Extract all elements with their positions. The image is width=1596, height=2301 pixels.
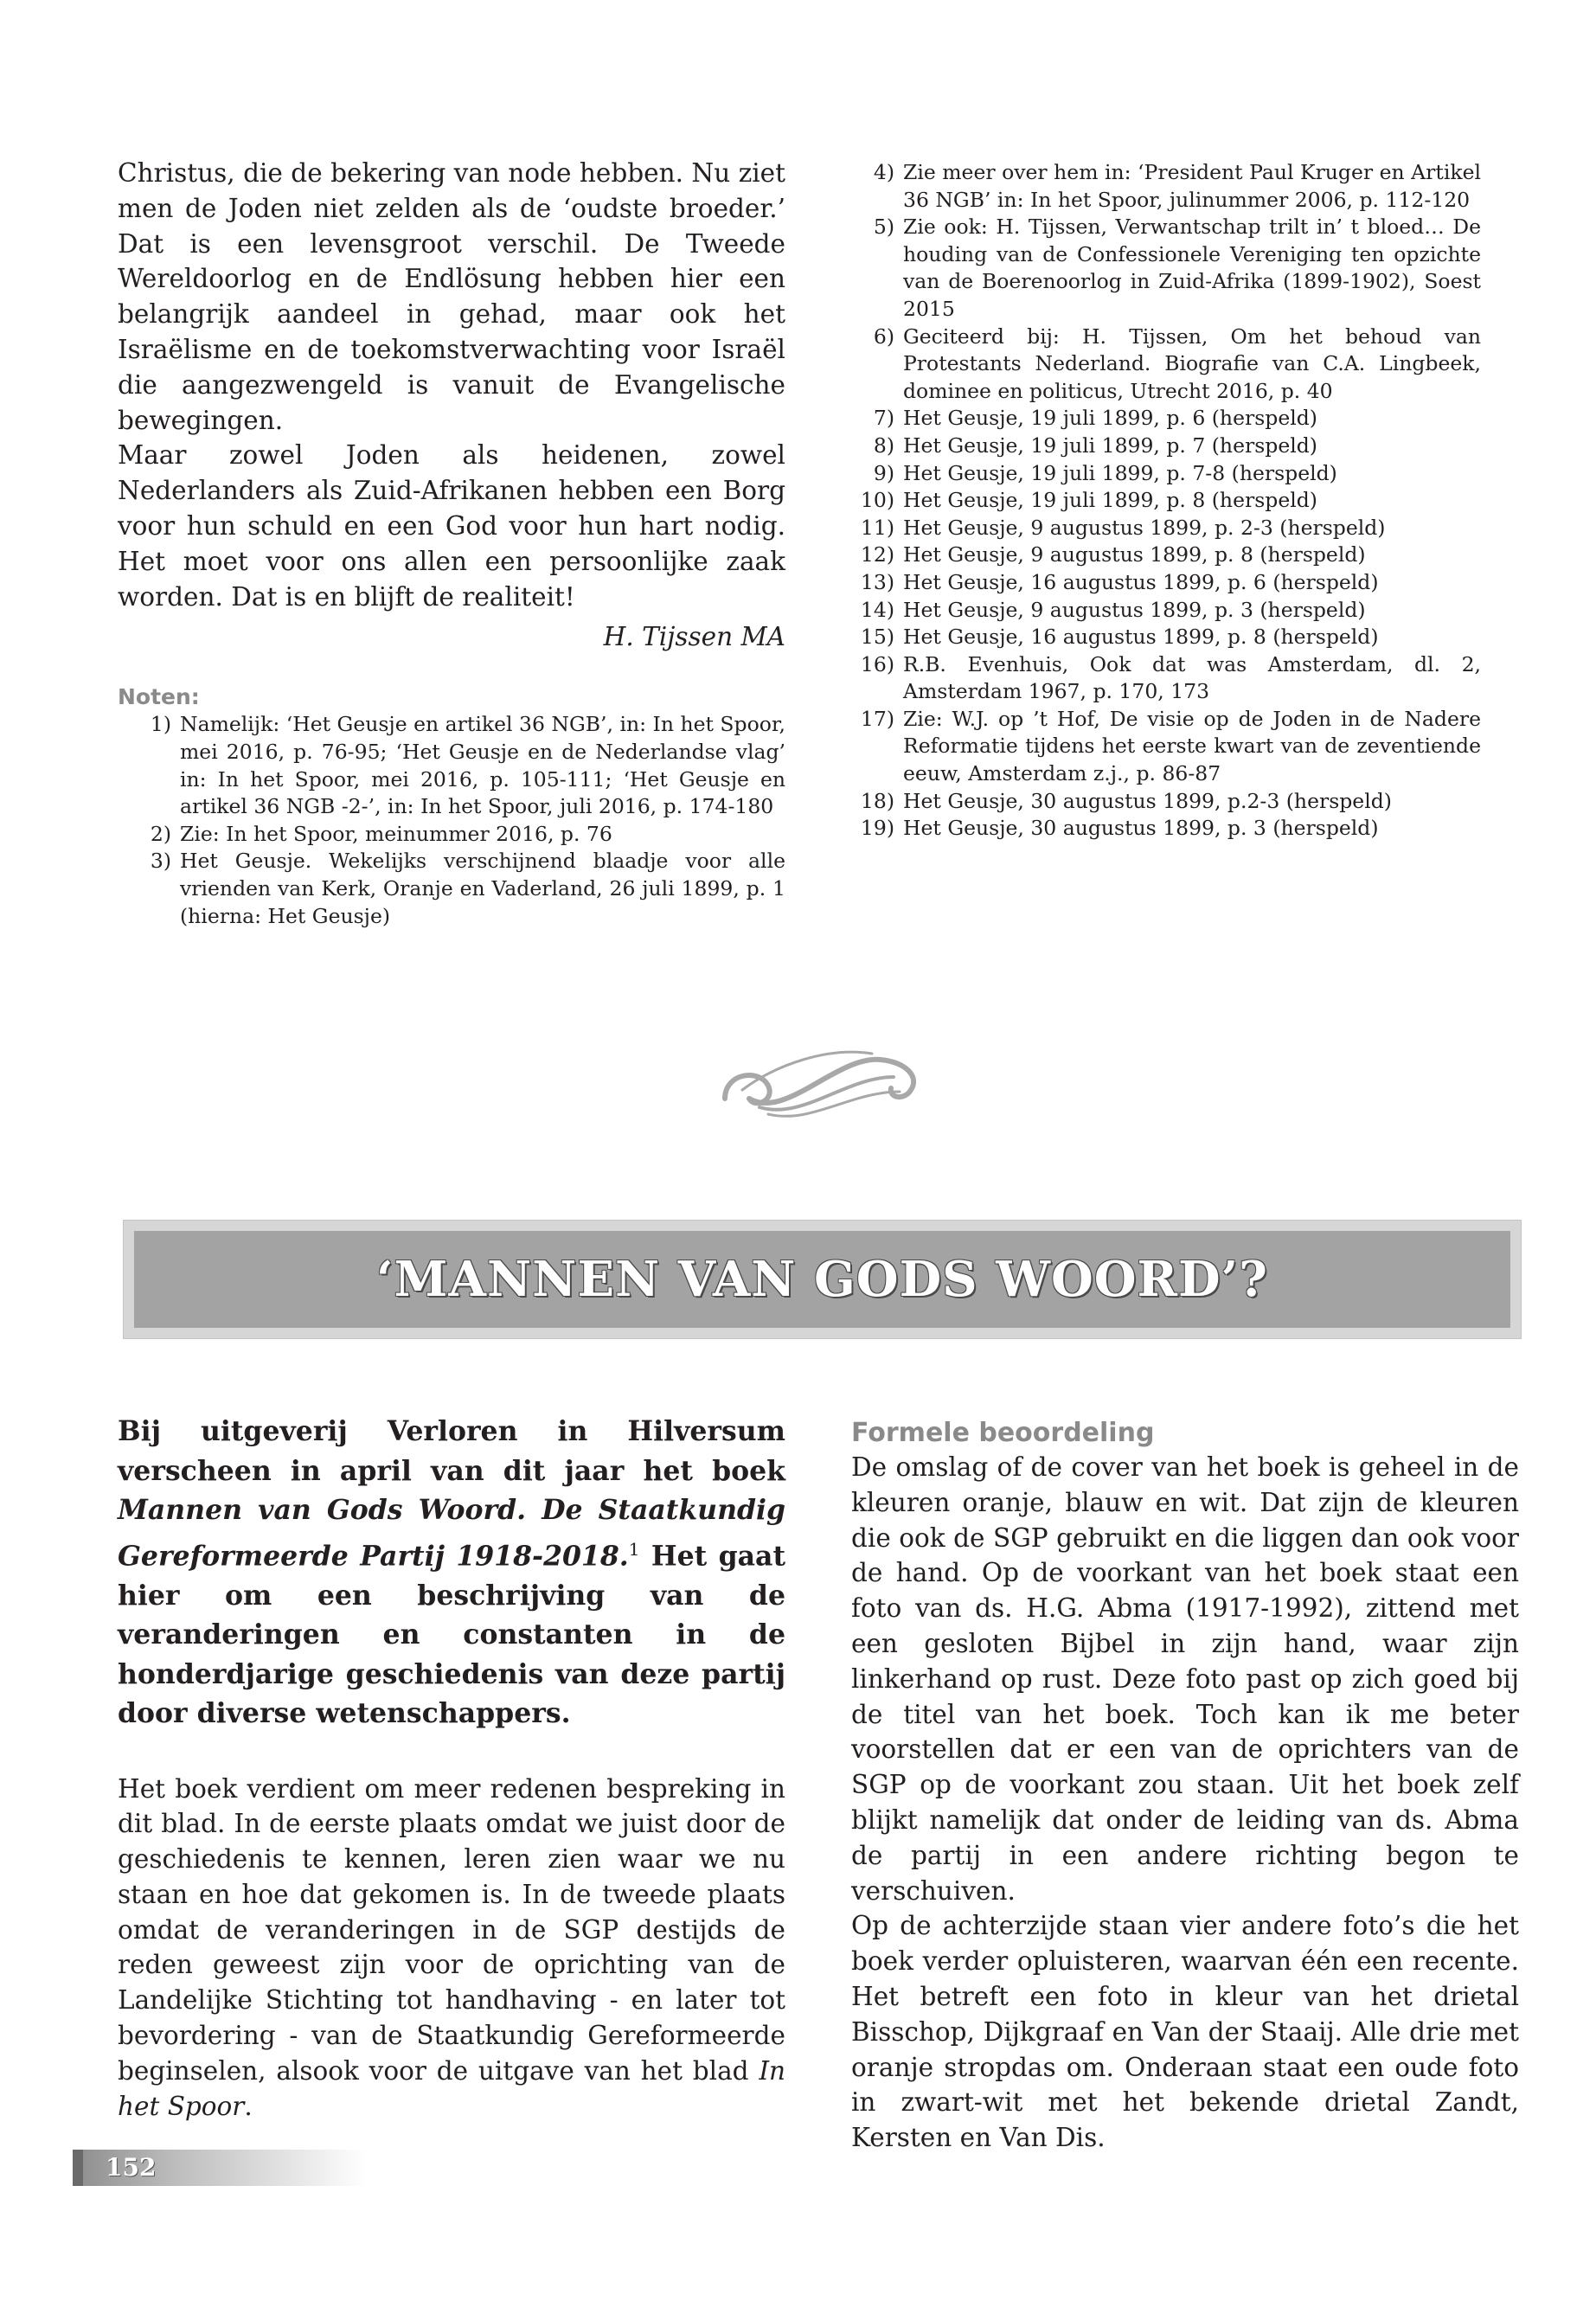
note-text: Het Geusje, 30 augustus 1899, p.2-3 (herspeld) xyxy=(903,788,1392,813)
note-text: Het Geusje, 9 augustus 1899, p. 2-3 (herspeld) xyxy=(903,515,1386,540)
note-number: 9) xyxy=(873,460,894,485)
banner-panel xyxy=(134,1231,1510,1328)
page-number-edge xyxy=(73,2150,83,2186)
note-text: Het Geusje, 16 augustus 1899, p. 6 (herspeld) xyxy=(903,569,1379,594)
subheading: Formele beoordeling xyxy=(851,1418,1155,1448)
article-left-column xyxy=(118,1412,785,2124)
intro-text: Bij uitgeverij Verloren in Hilversum verscheen in april van dit jaar het boek xyxy=(118,1415,785,1487)
section-banner xyxy=(123,1220,1522,1339)
note-number: 12) xyxy=(860,542,894,567)
note-item xyxy=(841,214,1481,323)
intro-text: Het gaat hier om een beschrijving van de veranderingen en constanten in de honderdjarige geschiedenis van deze partij door diverse wetenschappers. xyxy=(118,1540,785,1729)
note-number: 11) xyxy=(860,515,894,540)
note-item xyxy=(841,651,1481,706)
note-number: 10) xyxy=(860,488,894,513)
notes-list-right xyxy=(841,159,1481,843)
note-text: R.B. Evenhuis, Ook dat was Amsterdam, dl. 2, Amsterdam 1967, p. 170, 173 xyxy=(903,651,1481,704)
note-text: Namelijk: ‘Het Geusje en artikel 36 NGB’, in: In het Spoor, mei 2016, p. 76-95; ‘Het Geusje en de Nederlandse vlag’ in: In het Spoor, mei 2016, p. 105-111; ‘Het Geusje en artikel 36 NGB -2-’, in: In het Spoor, juli 2016, p. 174-180 xyxy=(180,712,785,819)
note-number: 1) xyxy=(150,712,171,737)
note-text: Zie: In het Spoor, meinummer 2016, p. 76 xyxy=(180,821,612,846)
note-text: Zie ook: H. Tijssen, Verwantschap trilt in’ t bloed… De houding van de Confessionele Vereniging ten opzichte van de Boerenoorlog in Zuid-Afrika (1899-1902), Soest 2015 xyxy=(903,215,1481,321)
note-text: Het Geusje, 19 juli 1899, p. 6 (herspeld) xyxy=(903,406,1317,431)
note-text: Het Geusje, 19 juli 1899, p. 7 (herspeld) xyxy=(903,433,1317,458)
note-text: Het Geusje, 9 augustus 1899, p. 3 (herspeld) xyxy=(903,597,1366,622)
top-right-column xyxy=(841,159,1481,843)
note-number: 2) xyxy=(150,821,171,846)
note-text: Het Geusje. Wekelijks verschijnend blaadje voor alle vrienden van Kerk, Oranje en Vaderland, 26 juli 1899, p. 1 (hierna: Het Geusje) xyxy=(180,849,785,928)
note-text: Zie: W.J. op ’t Hof, De visie op de Joden in de Nadere Reformatie tijdens het eerste kwart van de zeventiende eeuw, Amsterdam z.j., p. 86-87 xyxy=(903,706,1481,786)
article-body-right xyxy=(851,1450,1519,2156)
body-text: Het boek verdient om meer redenen bespreking in dit blad. In de eerste plaats omdat we juist door de geschiedenis te kennen, leren zien waar we nu staan en hoe dat gekomen is. In de tweede plaats omdat de veranderingen in de SGP destijds de reden geweest zijn voor de oprichting van de Landelijke Stichting tot handhaving - en later tot bevordering - van de Staatkundig Gereformeerde beginselen, alsook voor de uitgave van het blad xyxy=(118,1773,785,2086)
page-number-bar xyxy=(73,2150,367,2186)
note-item xyxy=(841,815,1481,843)
author-signature: H. Tijssen MA xyxy=(603,622,785,652)
note-item xyxy=(841,460,1481,488)
page-number: 152 xyxy=(106,2153,157,2182)
note-number: 5) xyxy=(873,215,894,240)
note-item xyxy=(841,159,1481,214)
paragraph: De omslag of de cover van het boek is geheel in de kleuren oranje, blauw en wit. Dat zijn de kleuren die ook de SGP gebruikt en die liggen dan ook voor de hand. Op de voorkant van het boek staat een foto van ds. H.G. Abma (1917-1992), zittend met een gesloten Bijbel in zijn hand, waar zijn linkerhand op rust. Deze foto past op zich goed bij de titel van het boek. Toch kan ik me beter voorstellen dat er een van de oprichters van de SGP op de voorkant zou staan. Uit het boek zelf blijkt namelijk dat onder de leiding van ds. Abma de partij in een andere richting begon te verschuiven. xyxy=(851,1452,1519,1906)
article-intro xyxy=(118,1412,785,1734)
note-item xyxy=(841,324,1481,406)
paragraph: Maar zowel Joden als heidenen, zowel Nederlanders als Zuid-Afrikanen hebben een Borg voor hun schuld en een God voor hun hart nodig. Het moet voor ons allen een persoonlijke zaak worden. Dat is en blijft de realiteit! xyxy=(118,440,785,612)
note-number: 3) xyxy=(150,849,171,874)
note-item xyxy=(841,405,1481,433)
note-text: Geciteerd bij: H. Tijssen, Om het behoud van Protestants Nederland. Biografie van C.A. Lingbeek, dominee en politicus, Utrecht 2016, p. 40 xyxy=(903,324,1481,403)
article-right-column xyxy=(851,1417,1519,2156)
magazine-title: In het Spoor xyxy=(118,2055,785,2121)
note-number: 14) xyxy=(860,597,894,622)
paragraph: Op de achterzijde staan vier andere foto’s die het boek verder opluisteren, waarvan één een recente. Het betreft een foto in kleur van het drietal Bisschop, Dijkgraaf en Van der Staaij. Alle drie met oranje stropdas om. Onderaan staat een oude foto in zwart-wit met het bekende drietal Zandt, Kersten en Van Dis. xyxy=(851,1911,1519,2153)
footnote-marker: 1 xyxy=(628,1538,640,1560)
note-number: 16) xyxy=(860,651,894,676)
note-number: 18) xyxy=(860,788,894,813)
body-text: . xyxy=(244,2091,253,2121)
note-item xyxy=(118,711,785,820)
note-item xyxy=(841,624,1481,651)
notes-list-left xyxy=(118,711,785,930)
note-item xyxy=(118,821,785,849)
note-item xyxy=(841,487,1481,515)
note-item xyxy=(118,848,785,930)
note-text: Het Geusje, 30 augustus 1899, p. 3 (herspeld) xyxy=(903,816,1379,841)
book-title: Mannen van Gods Woord. De Staatkundig Gereformeerde Partij 1918-2018. xyxy=(118,1494,785,1572)
note-item xyxy=(841,569,1481,597)
note-text: Het Geusje, 9 augustus 1899, p. 8 (herspeld) xyxy=(903,542,1366,567)
note-text: Het Geusje, 19 juli 1899, p. 8 (herspeld) xyxy=(903,488,1317,513)
note-number: 6) xyxy=(873,324,894,349)
note-item xyxy=(841,788,1481,816)
note-number: 7) xyxy=(873,406,894,431)
note-item xyxy=(841,542,1481,569)
note-text: Zie meer over hem in: ‘President Paul Kruger en Artikel 36 NGB’ in: In het Spoor, julinummer 2006, p. 112-120 xyxy=(903,160,1481,212)
top-left-column xyxy=(118,156,785,930)
note-item xyxy=(841,433,1481,460)
note-text: Het Geusje, 16 augustus 1899, p. 8 (herspeld) xyxy=(903,625,1379,650)
paragraph: Christus, die de bekering van node hebben. Nu ziet men de Joden niet zelden als de ‘oudste broeder.’ Dat is een levensgroot verschil. De Tweede Wereldoorlog en de Endlösung hebben hier een belangrijk aandeel in gehad, maar ook het Israëlisme en de toekomstverwachting voor Israël die aangezwengeld is vanuit de Evangelische bewegingen. xyxy=(118,158,785,435)
flourish-ornament-icon xyxy=(708,1038,933,1133)
note-number: 4) xyxy=(873,160,894,184)
note-number: 15) xyxy=(860,625,894,650)
article-body-left xyxy=(118,1772,785,2125)
note-number: 17) xyxy=(860,706,894,731)
note-number: 8) xyxy=(873,433,894,458)
note-number: 13) xyxy=(860,569,894,594)
note-item xyxy=(841,597,1481,625)
note-text: Het Geusje, 19 juli 1899, p. 7-8 (herspeld) xyxy=(903,460,1337,485)
note-item xyxy=(841,706,1481,788)
note-number: 19) xyxy=(860,816,894,841)
notes-heading: Noten: xyxy=(118,684,200,710)
note-item xyxy=(841,515,1481,542)
section-title: ‘MANNEN VAN GODS WOORD’? xyxy=(376,1251,1268,1308)
